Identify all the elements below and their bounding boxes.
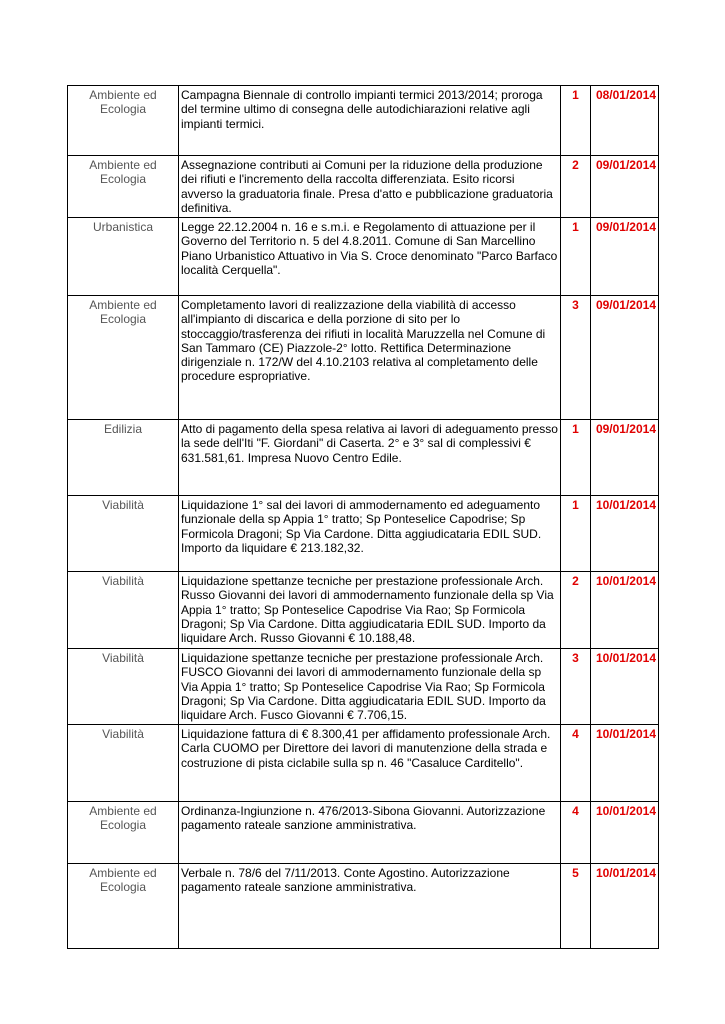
- description-cell: [179, 86, 561, 156]
- table-row: [68, 649, 659, 725]
- date-cell: [591, 802, 659, 864]
- description-text: Atto di pagamento della spesa relativa ai lavori di adeguamento presso la sede dell'Iti "F. Giordani" di Caserta. 2° e 3° sal di complessivi € 631.581,61. Impresa Nuovo Centro Edile.: [181, 422, 558, 465]
- number-cell: [561, 420, 591, 496]
- sector-cell: [68, 420, 179, 496]
- sector-cell: [68, 496, 179, 572]
- table-row: [68, 496, 659, 572]
- number-text: 1: [572, 422, 579, 436]
- sector-text: Viabilità: [102, 574, 144, 588]
- description-text: Liquidazione spettanze tecniche per prestazione professionale Arch. FUSCO Giovanni dei lavori di ammodernamento funzionale della sp Via Appia 1° tratto; Sp Ponteselice Capodrise Via Rao; Sp Formicola Dragoni; Sp Via Cardone. Ditta aggiudicataria EDIL SUD. Importo da liquidare Arch. Fusco Giovanni € 7.706,15.: [181, 651, 546, 723]
- description-text: Legge 22.12.2004 n. 16 e s.m.i. e Regolamento di attuazione per il Governo del Territorio n. 5 del 4.8.2011. Comune di San Marcellino Piano Urbanistico Attuativo in Via S. Croce denominato "Parco Barfaco località Cerquella".: [181, 220, 558, 277]
- date-text: 10/01/2014: [595, 651, 656, 665]
- sector-cell: [68, 649, 179, 725]
- sector-cell: [68, 156, 179, 218]
- date-cell: [591, 296, 659, 420]
- sector-cell: [68, 218, 179, 296]
- date-text: 09/01/2014: [595, 298, 656, 312]
- number-text: 4: [572, 727, 579, 741]
- sector-text: Viabilità: [102, 651, 144, 665]
- number-cell: [561, 296, 591, 420]
- number-text: 3: [572, 651, 579, 665]
- number-text: 1: [572, 220, 579, 234]
- number-cell: [561, 572, 591, 649]
- description-text: Liquidazione spettanze tecniche per prestazione professionale Arch. Russo Giovanni dei lavori di ammodernamento funzionale della sp Via Appia 1° tratto; Sp Ponteselice Capodrise Via Rao; Sp Formicola Dragoni; Sp Via Cardone. Ditta aggiudicataria EDIL SUD. Importo da liquidare Arch. Russo Giovanni € 10.188,48.: [181, 574, 554, 646]
- description-text: Ordinanza-Ingiunzione n. 476/2013-Sibona Giovanni. Autorizzazione pagamento rateale sanzione amministrativa.: [181, 804, 546, 833]
- date-text: 09/01/2014: [595, 158, 656, 172]
- sector-cell: [68, 725, 179, 802]
- table-row: [68, 864, 659, 949]
- date-cell: [591, 864, 659, 949]
- number-cell: [561, 802, 591, 864]
- number-cell: [561, 649, 591, 725]
- description-cell: [179, 420, 561, 496]
- table-row: [68, 86, 659, 156]
- number-cell: [561, 864, 591, 949]
- description-text: Verbale n. 78/6 del 7/11/2013. Conte Agostino. Autorizzazione pagamento rateale sanzione amministrativa.: [181, 866, 510, 895]
- number-cell: [561, 725, 591, 802]
- description-text: Campagna Biennale di controllo impianti termici 2013/2014; proroga del termine ultimo di consegna delle autodichiarazioni relative agli impianti termici.: [181, 88, 543, 131]
- number-text: 5: [572, 866, 579, 880]
- number-text: 2: [572, 574, 579, 588]
- sector-cell: [68, 572, 179, 649]
- table-row: [68, 296, 659, 420]
- sector-text: Ambiente ed Ecologia: [89, 88, 157, 117]
- sector-text: Viabilità: [102, 498, 144, 512]
- description-text: Assegnazione contributi ai Comuni per la riduzione della produzione dei rifiuti e l'incremento della raccolta differenziata. Esito ricorsi avverso la graduatoria finale. Presa d'atto e pubblicazione graduatoria definitiva.: [181, 158, 553, 215]
- sector-text: Ambiente ed Ecologia: [89, 866, 157, 895]
- sector-cell: [68, 864, 179, 949]
- description-cell: [179, 725, 561, 802]
- date-text: 10/01/2014: [595, 498, 656, 512]
- sector-text: Edilizia: [103, 422, 142, 436]
- number-text: 1: [572, 498, 579, 512]
- date-cell: [591, 649, 659, 725]
- date-text: 10/01/2014: [595, 574, 656, 588]
- table-row: [68, 218, 659, 296]
- sector-cell: [68, 296, 179, 420]
- description-cell: [179, 218, 561, 296]
- date-cell: [591, 496, 659, 572]
- number-text: 4: [572, 804, 579, 818]
- description-cell: [179, 296, 561, 420]
- description-cell: [179, 864, 561, 949]
- description-text: Liquidazione 1° sal dei lavori di ammodernamento ed adeguamento funzionale della sp Appia 1° tratto; Sp Ponteselice Capodrise; Sp Formicola Dragoni; Sp Via Cardone. Ditta aggiudicataria EDIL SUD. Importo da liquidare € 213.182,32.: [181, 498, 542, 555]
- description-cell: [179, 156, 561, 218]
- table-row: [68, 802, 659, 864]
- number-text: 1: [572, 88, 579, 102]
- register-table: [67, 85, 659, 949]
- table-row: [68, 725, 659, 802]
- sector-cell: [68, 802, 179, 864]
- number-text: 2: [572, 158, 579, 172]
- number-cell: [561, 86, 591, 156]
- table-row: [68, 156, 659, 218]
- date-cell: [591, 156, 659, 218]
- date-text: 08/01/2014: [595, 88, 656, 102]
- sector-text: Ambiente ed Ecologia: [89, 298, 157, 327]
- date-cell: [591, 572, 659, 649]
- date-text: 10/01/2014: [595, 866, 656, 880]
- sector-text: Viabilità: [102, 727, 144, 741]
- table-row: [68, 572, 659, 649]
- description-text: Liquidazione fattura di € 8.300,41 per affidamento professionale Arch. Carla CUOMO per Direttore dei lavori di manutenzione della strada e costruzione di pista ciclabile sulla sp n. 46 "Casaluce Carditello".: [181, 727, 551, 770]
- number-cell: [561, 156, 591, 218]
- date-text: 09/01/2014: [595, 220, 656, 234]
- date-cell: [591, 420, 659, 496]
- description-cell: [179, 802, 561, 864]
- sector-text: Ambiente ed Ecologia: [89, 158, 157, 187]
- number-cell: [561, 218, 591, 296]
- description-cell: [179, 649, 561, 725]
- date-text: 10/01/2014: [595, 804, 656, 818]
- date-text: 10/01/2014: [595, 727, 656, 741]
- description-cell: [179, 572, 561, 649]
- table-row: [68, 420, 659, 496]
- description-text: Completamento lavori di realizzazione della viabilità di accesso all'impianto di discarica e della porzione di sito per lo stoccaggio/trasferenza dei rifiuti in località Maruzzella nel Comune di San Tammaro (CE) Piazzole-2° lotto. Rettifica Determinazione dirigenziale n. 172/W del 4.10.2103 relativa al completamento delle procedure espropriative.: [181, 298, 546, 384]
- number-text: 3: [572, 298, 579, 312]
- sector-cell: [68, 86, 179, 156]
- sector-text: Ambiente ed Ecologia: [89, 804, 157, 833]
- date-cell: [591, 725, 659, 802]
- date-cell: [591, 218, 659, 296]
- register-body: [68, 86, 659, 949]
- description-cell: [179, 496, 561, 572]
- date-text: 09/01/2014: [595, 422, 656, 436]
- date-cell: [591, 86, 659, 156]
- number-cell: [561, 496, 591, 572]
- sector-text: Urbanistica: [92, 220, 154, 234]
